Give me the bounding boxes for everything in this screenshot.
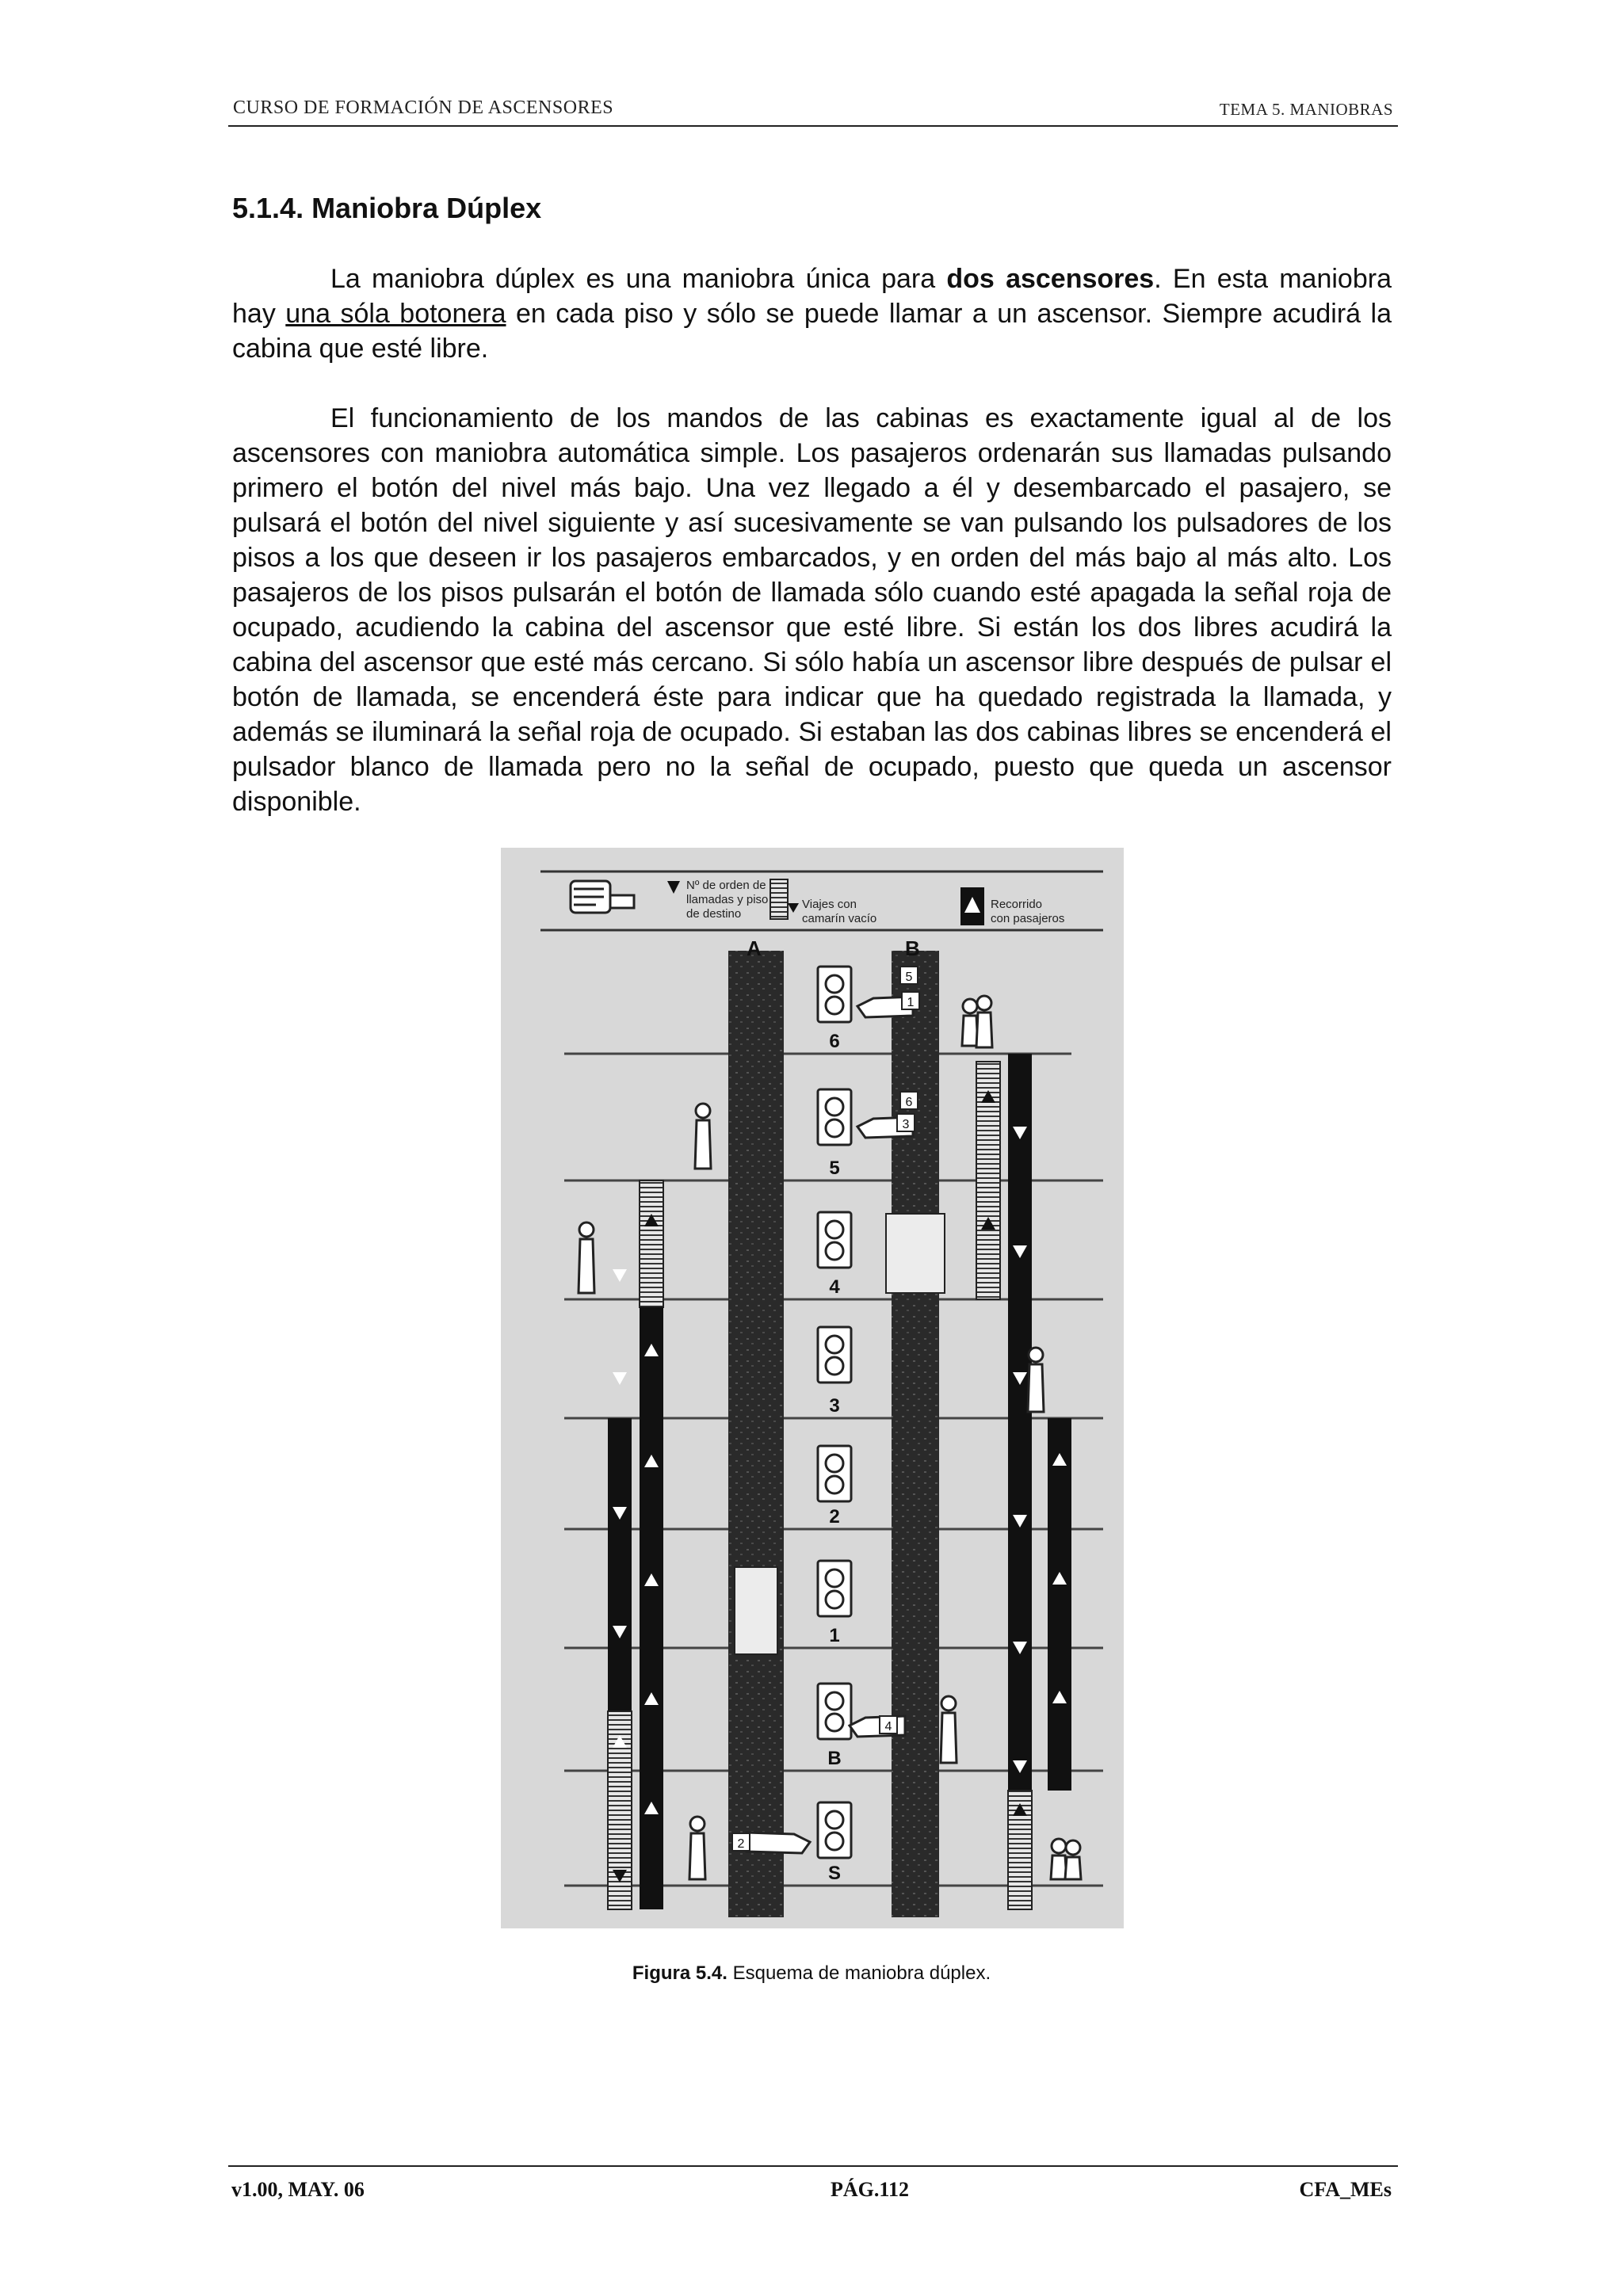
page-footer — [228, 2165, 1398, 2214]
caption-text: Esquema de maniobra dúplex. — [727, 1962, 991, 1984]
floor-label-4: 4 — [829, 1276, 840, 1298]
page-header — [228, 93, 1398, 127]
shaft-label-a: A — [747, 936, 762, 960]
section-title: 5.1.4. Maniobra Dúplex — [232, 192, 542, 224]
figure-caption — [0, 1962, 1623, 1985]
person-icon — [941, 1696, 957, 1763]
duplex-diagram — [501, 848, 1124, 1928]
call-number-3: 3 — [902, 1118, 910, 1131]
footer-page-number: PÁG.112 — [831, 2178, 909, 2201]
hand-pointer-icon — [732, 1833, 810, 1853]
duplex-diagram-figure — [501, 848, 1124, 1928]
person-icon — [1065, 1840, 1081, 1879]
call-number-1: 1 — [907, 996, 915, 1009]
paragraph-intro-bold: dos ascensores — [946, 264, 1155, 294]
legend-item1-line1: Nº de orden de — [686, 879, 766, 892]
header-chapter: TEMA 5. MANIOBRAS — [1219, 100, 1393, 119]
legend-item2-line2: camarín vacío — [802, 912, 877, 925]
cabin-b — [886, 1214, 945, 1293]
legend-item3-line1: Recorrido — [991, 898, 1043, 911]
paragraph-intro-part3: en cada piso y sólo se puede llamar a un ascensor. Siempre acudirá la cabina que esté libre. — [232, 299, 1392, 364]
legend-item3-line2: con pasajeros — [991, 912, 1065, 925]
floor-label-6: 6 — [829, 1031, 840, 1052]
cabin-a — [735, 1567, 777, 1654]
trip-number-5: 5 — [905, 971, 913, 984]
caption-label: Figura 5.4. — [632, 1962, 727, 1984]
floor-label-2: 2 — [829, 1506, 840, 1527]
call-number-4: 4 — [884, 1720, 892, 1733]
call-number-2: 2 — [737, 1837, 745, 1851]
legend-item1-line3: de destino — [686, 907, 742, 921]
shaft-a — [728, 951, 784, 1917]
person-icon — [976, 996, 992, 1047]
floor-label-s: S — [827, 1863, 842, 1884]
floor-label-5: 5 — [829, 1158, 840, 1179]
paragraph-intro-part1: La maniobra dúplex es una maniobra única para — [330, 264, 947, 294]
person-icon — [579, 1222, 594, 1293]
floor-label-1: 1 — [829, 1625, 840, 1646]
person-icon — [1051, 1839, 1067, 1879]
footer-code: CFA_MEs — [1299, 2178, 1392, 2201]
person-icon — [689, 1817, 705, 1879]
floor-label-b: B — [827, 1748, 842, 1769]
trip-number-6: 6 — [905, 1096, 913, 1109]
floor-label-3: 3 — [829, 1395, 840, 1417]
person-icon — [695, 1104, 711, 1169]
legend-item2-line1: Viajes con — [802, 898, 857, 911]
hatched-bar-icon — [770, 879, 788, 919]
paragraph-operation: El funcionamiento de los mandos de las cabinas es exactamente igual al de los ascensores con maniobra automática simple. Los pasajeros ordenarán sus llamadas pulsando primero el botón del nivel más bajo. Una vez llegado a él y desembarcado el pasajero, se pulsará el botón del nivel siguiente y así sucesivamente se van pulsando los pulsadores de los pisos a los que deseen ir los pasajeros embarcados, y en orden del más bajo al más alto. Los pasajeros de los pisos pulsarán el botón de llamada sólo cuando esté apagada la señal roja de ocupado, acudiendo la cabina del ascensor que esté libre. Si están los dos libres acudirá la cabina del ascensor que esté más cercano. Si sólo había un ascensor libre después de pulsar el botón de llamada, se encenderá éste para indicar que ha quedado registrada la llamada, y además se iluminará la señal roja de ocupado. Si estaban las dos cabinas libres se encenderá el pulsador blanco de llamada pero no la señal de ocupado, puesto que queda un ascensor disponible. — [232, 403, 1392, 817]
paragraph-intro-underline: una sóla botonera — [285, 299, 506, 329]
legend-item1-line2: llamadas y piso — [686, 893, 769, 906]
paragraph-intro-part2: . En esta maniobra hay — [232, 264, 1392, 329]
paragraph-intro — [232, 261, 1392, 366]
shaft-label-b: B — [905, 936, 920, 960]
header-course-title: CURSO DE FORMACIÓN DE ASCENSORES — [233, 97, 614, 118]
person-icon — [1028, 1348, 1044, 1412]
footer-version: v1.00, MAY. 06 — [231, 2178, 365, 2201]
